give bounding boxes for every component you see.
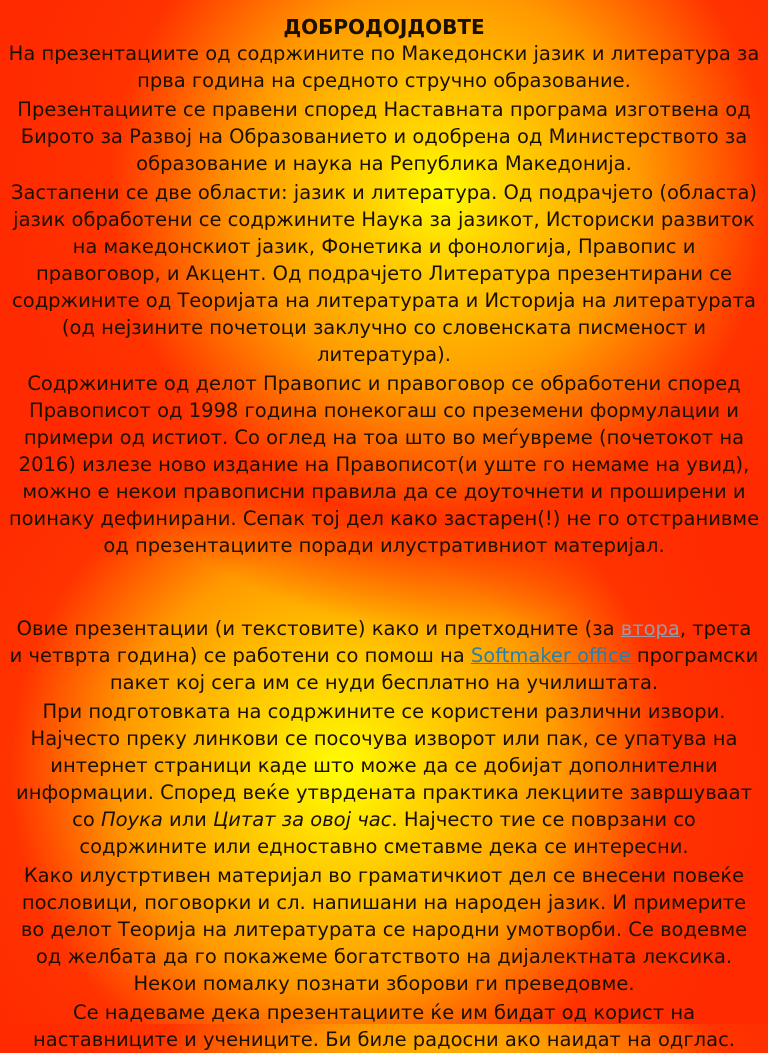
intro-paragraph: На презентациите од содржините по Македонски јазик и литература за прва година на средното стручно образование. xyxy=(8,42,760,92)
areas-paragraph: Застапени се две области: јазик и литература. Од подрачјето (областа) јазик обработени се содржините Наука за јазикот, Историски развиток на македонскиот јазик, Фонетика и фонологија, Правопис и правоговор, и Акцент. Од подрачјето Литература презентирани се содржините од Теоријата на литературата и Историја на литературата (од нејзините почетоци заклучно со словенската писменост и литература). xyxy=(10,181,758,366)
pouka-emphasis: Поука xyxy=(100,808,163,831)
proverbs-paragraph: Како илустртивен материјал во граматичкиот дел се внесени повеќе пословици, поговорки и сл. напишани на народен јазик. И примерите во делот Теорија на литературата се народни умотворби. Се водевме од желбата да го покажеме богатството на дијалектната лексика. Некои помалку познати зборови ги преведовме. xyxy=(20,864,748,995)
link-vtora[interactable]: втора xyxy=(620,617,680,640)
sources-text-a: При подготовката на содржините се користени различни извори. Најчесто преку линкови се посочува изворот или пак, се упатува на интернет страници каде што може да се добијат дополнителни информации. Според веќе утврдената практика лекциите завршуваат со xyxy=(16,700,752,831)
sources-text-b: или xyxy=(162,808,214,831)
program-paragraph: Презентациите се правени според Наставната програма изготвена од Бирото за Развој на Образованието и одобрена од Министерството за образование и наука на Република Македонија. xyxy=(17,98,751,175)
spacer xyxy=(8,561,760,615)
orthography-paragraph: Содржините од делот Правопис и правоговор се обработени според Правописот од 1998 година понекогаш со преземени формулации и примери од истиот. Со оглед на тоа што во меѓувреме (почетокот на 2016) излезе ново издание на Правописот(и уште го немаме на увид), можно е некои правописни правила да се доуточнети и проширени и поинаку дефинирани. Сепак тој дел како застарен(!) не го отстранивме од презентациите поради илустративниот материјал. xyxy=(8,372,760,557)
page-title: ДОБРОДОЈДОВТЕ xyxy=(283,15,485,39)
link-softmaker[interactable]: Softmaker office xyxy=(470,644,637,667)
sources-text-c: . Најчесто тие се поврзани со содржините или едноставно сметавме дека се интересни. xyxy=(79,808,696,858)
software-paragraph xyxy=(8,615,760,696)
sources-paragraph xyxy=(8,698,760,860)
software-text-a: Овие презентации (и текстовите) како и претходните (за xyxy=(16,617,621,640)
software-text-b: , трета и четврта година) се работени со помош на xyxy=(9,617,752,667)
software-text-c: програмски пакет кој сега им се нуди бесплатно на училиштата. xyxy=(109,644,759,694)
hope-paragraph: Се надеваме дека презентациите ќе им бидат од корист на наставниците и учениците. Би биле радосни ако наидат на одглас. xyxy=(33,1001,735,1051)
citat-emphasis: Цитат за овој час xyxy=(213,808,392,831)
